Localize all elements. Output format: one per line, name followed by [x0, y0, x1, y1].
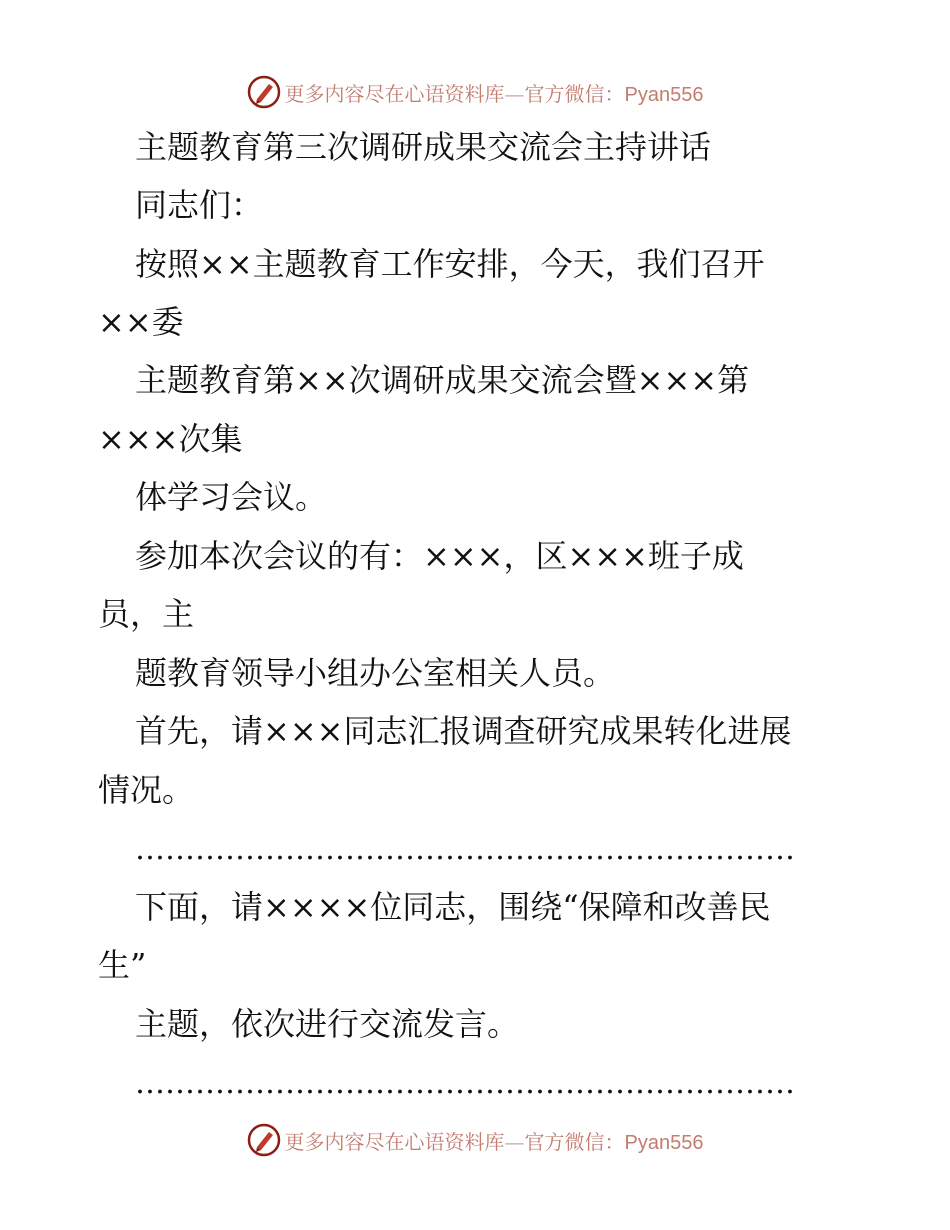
paragraph-line: 体学习会议。	[135, 478, 328, 516]
paragraph-line: ××委	[98, 303, 184, 341]
paragraph-line: 员，主	[98, 595, 195, 633]
ellipsis-line: …………………………………………………………	[135, 832, 795, 867]
logo-icon	[247, 1123, 281, 1157]
paragraph-line: 生”	[98, 946, 147, 984]
paragraph-line: 按照××主题教育工作安排，今天，我们召开	[135, 245, 765, 283]
header-text: 更多内容尽在心语资料库—官方微信：Pyan556	[284, 81, 704, 106]
footer-text: 更多内容尽在心语资料库—官方微信：Pyan556	[284, 1129, 704, 1154]
paragraph-line: ×××次集	[98, 420, 243, 458]
paragraph-line: 情况。	[98, 771, 195, 809]
paragraph-line: 同志们：	[135, 186, 264, 224]
document-title: 主题教育第三次调研成果交流会主持讲话	[135, 128, 712, 166]
logo-icon	[247, 75, 281, 109]
paragraph-line: 下面，请××××位同志，围绕“保障和改善民	[135, 888, 771, 926]
paragraph-line: 主题，依次进行交流发言。	[135, 1005, 520, 1043]
ellipsis-line: …………………………………………………………	[135, 1066, 795, 1101]
paragraph-line: 首先，请×××同志汇报调查研究成果转化进展	[135, 712, 792, 750]
footer-banner	[0, 1120, 950, 1160]
paragraph-line: 题教育领导小组办公室相关人员。	[135, 654, 616, 692]
paragraph-line: 主题教育第××次调研成果交流会暨×××第	[135, 361, 750, 399]
header-banner	[0, 72, 950, 112]
paragraph-line: 参加本次会议的有：×××，区×××班子成	[135, 537, 744, 575]
